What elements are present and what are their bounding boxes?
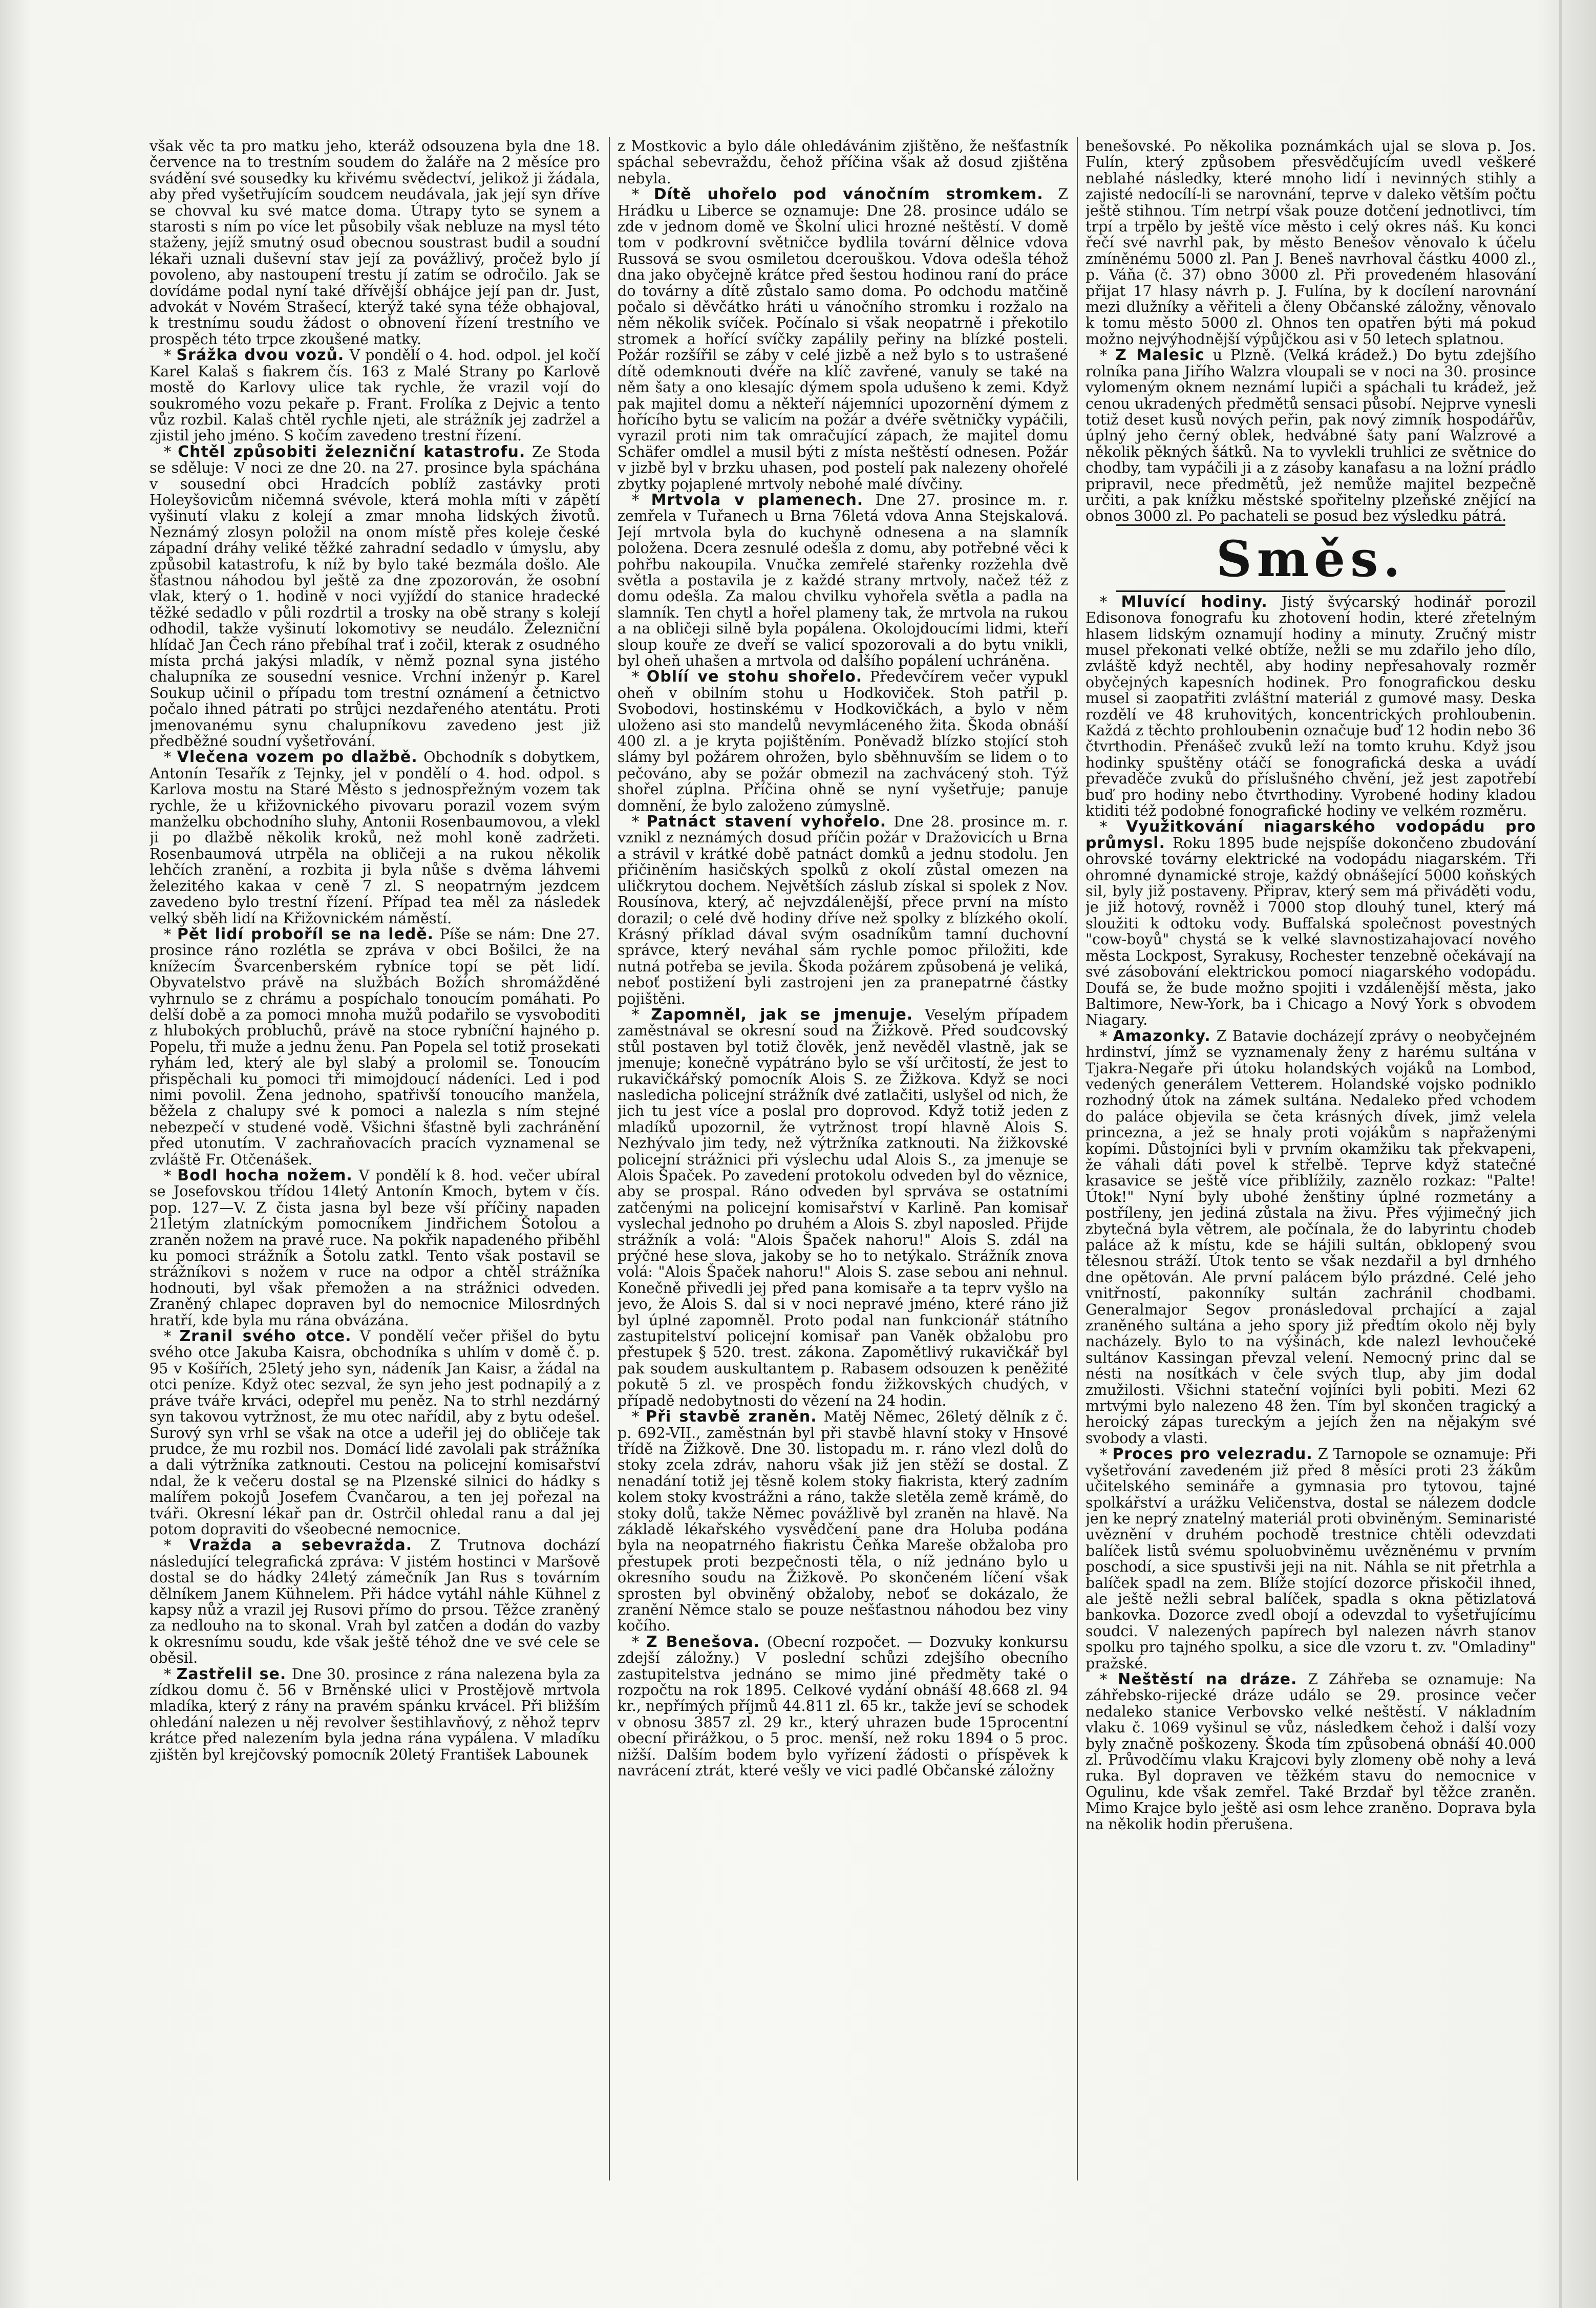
article-text: však věc ta pro matku jeho, kteráž odsouzena byla dne 18. července na to trestním soudem do žaláře na 2 měsíce pro svádění své sousedky ku křivému svědectví, jelikož ji žádala, aby před vyšetřujícím soudcem neudávala, jak její syn dříve se chovval ku své matce doma. Útrapy tyto se synem a starosti s ním po více let působily však nebluze na mysl této staženy, jejíž smutný osud obecnou soustrast budil a soudní lékaři uznali duševní stav její za povážlivý, pročež bylo jí povoleno, aby nastoupení trestu jí zatím se odročilo. Jak se dovídáme podal nyní také dřívější obhájce její pan dr. Just, advokát v Novém Strašecí, kterýž také syna téže obhajoval, k trestnímu soudu žádost o obnovení řízení trestního ve prospěch této trpce zkoušené matky. xyxy=(150,138,600,348)
article-text: Ze Stoda se sděluje: V noci ze dne 20. na 27. prosince byla spáchána v sousední obci Hradcích poblíž zastávky proti Holeyšovicům ničemná svévole, která mohla míti v zápětí vyšinutí vlaku z kolejí a zmar mnoha lidských životů. Neznámý zlosyn položil na onom místě přes koleje české západní dráhy veliké těžké zahradní sedadlo v úmyslu, aby způsobil katastrofu, k níž by bylo také bezmála došlo. Ale šťastnou náhodou byl ještě za dne zpozorován, že osobní vlak, který o 1. hodině v noci vyjíždí do stanice hradecké těžké sedadlo v půli rozdrtil a trosky na obě strany s kolejí odhodil, takže vyšinutí lokomotivy se neudálo. Železniční hlídač Jan Čech ráno přebíhal trať i zočil, kterak z osudného místa prchá jakýsi mladík, v němž poznal syna jistého chalupníka ze sousední vesnice. Vrchní inženýr p. Karel Soukup učinil o případu tom trestní oznámení a četnictvo počalo ihned pátrati po strůjci nezdařeného atentátu. Proti jmenovanému synu chalupníkovu zavedeno jest již předběžné soudní vyšetřování. xyxy=(150,443,600,750)
article-paragraph xyxy=(618,1409,1068,1634)
article-paragraph xyxy=(1086,819,1536,1028)
article-bullet: * xyxy=(1100,593,1121,610)
article-paragraph xyxy=(618,814,1068,1007)
column-rule-2 xyxy=(1077,137,1078,2180)
article-headline: Zapomněl, jak se jmenuje. xyxy=(651,1005,913,1024)
article-text: Obchodník s dobytkem, Antonín Tesařík z Tejnky, jel v pondělí o 4. hod. odpol. s Karlova mostu na Staré Město s jednospřežným vozem tak rychle, že u křižovnického pivovaru porazil vozem svým manželku obchodního sluhy, Antonii Rosenbaumovou, a vlekl ji po dlažbě několik kroků, než mohl koně zadržeti. Rosenbaumová utrpěla na obličeji a na rukou několik lehčích zranění, a rozbita ji byla nůše s dvěma láhvemi železitého kakaa v ceně 7 zl. S neopatrným jezdcem zavedeno bylo trestní řízení. Případ tea měl za následek velký sběh lidí na Křižovnickém náměstí. xyxy=(150,749,600,927)
article-bullet: * xyxy=(1100,1670,1118,1688)
article-paragraph xyxy=(1086,347,1536,524)
article-text: Dne 28. prosince m. r. vznikl z neznámých dosud příčin požár v Dražovicích u Brna a strávil v krátké době patnáct domků a jednu stodolu. Jen přičiněním hasičských spolků z okolí zůstal omezen na uličkrytou dochem. Největších záslub získal si spolek z Nov. Rousínova, který, ač nejvzdálenější, přece první na místo dorazil; o celé dvě hodiny dříve než spolky z blízkého okolí. Krásný příklad dával svým osadníkům tamní duchovní správce, který neváhal sám rychle pomoc přiložiti, kde nutná potřeba se jevila. Škoda požárem způsobená je veliká, neboť postižení byli zastrojeni jen za pranepatrné částky pojištěni. xyxy=(618,813,1068,1007)
article-text: Roku 1895 bude nejspíše dokončeno zbudování ohrovské továrny elektrické na vodopádu niagarském. Tři ohromné dynamické stroje, každý obnášející 5000 koňských sil, byly již postaveny. Připrav, který sem má přiváděti vodu, je již hotový, rovněž i 7000 stop dlouhý tunel, který má sloužiti k odtoku vody. Buffalská společnost povestných "cow-boyů" chystá se k velké slavnostizahajovací nového města Lockpost, Syrakusy, Rochester tenzebně očekávají na své zásobování elektrickou pomocí niagarského vodopádu. Doufá se, že bude možno spojiti i vzdálenější města, jako Baltimore, New-York, ba i Chicago a Nový York s obvodem Niagary. xyxy=(1086,834,1536,1029)
column-rule-1 xyxy=(609,137,610,2180)
article-paragraph xyxy=(150,1328,600,1537)
article-headline: Srážka dvou vozů. xyxy=(176,346,345,365)
article-text: Z Batavie docházejí zprávy o neobyčejném hrdinství, jímž se vyznamenaly ženy z harému sultána v Tjakra-Negaře při útoku holandských vojáků na Lombod, vedených generálem Vetterem. Holandské vojsko podniklo rozhodný útok na zámek sultána. Nedaleko před vchodem do paláce objevila se četa krásných dívek, jimž velela princezna, a jež se hnaly proti vojákům s napřaženými kopími. Důstojníci byli v prvním okamžiku tak překvapeni, že váhali dáti povel k střelbě. Teprve když statečné krasavice se ještě více přiblížily, zaznělo rozkaz: "Palte! Útok!" Nyní byly ubohé ženštiny úplné rozmetány a postříleny, jen jediná zůstala na živu. Přes výjimečný jich zbytečná byla větrem, ale počínala, že do labyrintu chodeb paláce až k místu, kde se hájili sultán, obklopený svou tělesnou stráží. Útok tento se však nezdařil a byl drnhého dne opětován. Ale první palácem býlo prázdné. Celé jeho vnitřností, pakonníky sultán zachránil chodbami. Generalmajor Segov pronásledoval prchající a zajal zraněného sultána a jeho spory již předtím okolo něj byly nacházely. Bylo to na výšinách, kde nalezl levhoučeké sultánov Kassingan převzal velení. Nemocný princ dal se nésti na nosítkách v čele svých tlup, aby jim dodal zmužilosti. Všichni stateční vojíníci byli pobiti. Mezi 62 mrtvými bylo nalezeno 48 žen. Tím byl skončen tragický a heroický zápas tureckým a jejích žen na nějakým své svobody a vlasti. xyxy=(1086,1027,1536,1447)
article-text: Z Tarnopole se oznamuje: Při vyšetřování zavedeném již před 8 měsíci proti 23 žákům učitelského semináře a gymnasia pro tytovou, tajné spolkářství a urážku Veličenstva, dostal se nálezem dodcle jen ke neprý znatelný materiál proti obviněným. Seminaristé uvěznění v druhém pochodě trestnice chtěli odevzdati balíček listů svému spoluobviněmu uvězněnému v prvním poschodí, a sice spustivši jeji na nit. Náhla se nit přetrhla a balíček spadl na zem. Blíže stojící dozorce přiskočil ihned, ale ještě nežli sebral balíček, spadla s okna pětizlatová bankovka. Dozorce zvedl obojí a odevzdal to vyšetřujícímu soudci. V nalezených papírech byl nalezen návrh stanov spolku pro tajného spolku, a sice dle vzoru t. zv. "Omladiny" pražské. xyxy=(1086,1446,1536,1672)
article-text: benešovské. Po několika poznámkách ujal se slova p. Jos. Fulín, který způsobem přesvědčujícím uvedl veškeré neblahé následky, které mnoho lidí i nevinných stihly a zajisté nedocílí-li se narovnání, teprve v daleko větším počtu ještě stihnou. Tím netrpí však pouze dotčení jednotlivci, tím trpí a trpělo by ještě více město i celý okres náš. Ku konci řečí své navrhl pak, by město Benešov věnovalo k účelu zmíněnému 5000 zl. Pan J. Beneš navrhoval částku 4000 zl., p. Váňa (č. 37) obno 3000 zl. Při provedeném hlasování přijat 17 hlasy návrh p. J. Fulína, by k docílení narovnání mezi dlužníky a věřiteli a členy Občanské záložny, věnovalo k tomu město 5000 zl. Ohnos ten opatřen býti má pokud možno nejvýhodnější výpůjčkou asi v 50 letech splatnou. xyxy=(1086,138,1536,348)
article-text: z Mostkovic a bylo dále ohledávánim zjištěno, že nešťastník spáchal sebevraždu, čehož příčina však až dosud zjištěna nebyla. xyxy=(618,138,1068,187)
article-bullet: * xyxy=(164,925,177,943)
article-paragraph xyxy=(150,1537,600,1666)
article-headline: Zastřelil se. xyxy=(176,1665,287,1683)
article-headline: Při stavbě zraněn. xyxy=(646,1408,817,1426)
article-text: Dne 27. prosince m. r. zemřela v Tuřanech u Brna 76letá vdova Anna Stejskalová. Její mrtvola byla do kuchyně odnesena a na slamník položena. Dcera zesnulé odešla z domu, aby potřebné věci k pohřbu nakoupila. Vnučka zemřelé stařenky rozžehla dvě světla a postavila je z každé strany mrtvoly, načež též z domu odešla. Za malou chvilku vyhořela světla a padla na slamník. Ten chytl a hořel plameny tak, že mrtvola na rukou a na obličeji silně byla popálena. Okolojdoucími lidmi, kteří sloup kouře ze dveří se valicí spozorovali a do bytu vnikli, byl oheň uhašen a mrtvola od dalšího popálení uchráněna. xyxy=(618,491,1068,669)
article-headline: Mluvící hodiny. xyxy=(1121,592,1268,611)
article-paragraph xyxy=(150,1666,600,1763)
article-bullet: * xyxy=(164,1167,178,1184)
article-headline: Patnáct stavení vyhořelo. xyxy=(646,813,887,831)
article-bullet: * xyxy=(632,813,647,831)
article-bullet: * xyxy=(1100,818,1126,836)
article-paragraph xyxy=(1086,594,1536,819)
section-rule xyxy=(1116,590,1505,592)
section-title: Směs. xyxy=(1216,530,1406,588)
page-fold xyxy=(1559,0,1562,2308)
article-text: Dne 30. prosince z rána nalezena byla za zídkou domu č. 56 v Brněnské ulici v Prostějově mrtvola mladíka, který z rány na pravém spánku krvácel. Při bližším ohledání nalezen u něj revolver šestihlavňový, z něhož teprv krátce před nalezením byla jedna rána vypálena. V mladíku zjištěn byl krejčovský pomocník 20letý František Labounek xyxy=(150,1665,600,1763)
article-bullet: * xyxy=(632,668,647,686)
article-headline: Zranil svého otce. xyxy=(179,1327,352,1346)
article-headline: Neštěstí na dráze. xyxy=(1118,1670,1297,1688)
article-headline: Vlečena vozem po dlažbě. xyxy=(177,748,418,767)
article-paragraph xyxy=(150,926,600,1168)
article-bullet: * xyxy=(632,1633,646,1650)
article-paragraph xyxy=(1086,138,1536,347)
article-text: u Plzně. (Velká krádež.) Do bytu zdejšího rolníka pana Jiřího Walzra vloupali se v noci na 30. prosince vylomeným oknem neznámí lupiči a spáchali tu krádež, jež cenou ukradených předmětů sensaci působí. Nejprve vynesli totiž deset kusů nových peřin, pak nový zimník hospodářův, úplný jeho černý oblek, hedvábné šaty paní Walzrové a několik pěkných šátků. Na to vyvlekli truhlici ze světnice do chodby, tam vypáčili ji a z zásoby kanafasu a na ložní prádlo pripravil, nece předmětů, jež nemůže majitel bezpečně určiti, a pak knížku městské spořitelny plzeňské znějící na obnos 3000 zl. Po pachateli se posud bez výsledku pátrá. xyxy=(1086,347,1536,525)
article-bullet: * xyxy=(632,491,651,509)
column-2 xyxy=(618,138,1068,2187)
article-text: Píše se nám: Dne 27. prosince ráno rozlétla se zpráva v obci Bošilci, že na knížecím Švarcenberském rybníce topí se pět lidí. Obyvatelstvo právě na službách Božích shromážděné vyhrnulo se z chrámu a pospíchalo tonoucím pomáhati. Po delší době a za pomoci mnoha mužů podařilo se vysvoboditi z hlubokých probluchů, právě na stoce rybníční hajného p. Popelu, tři muže a jednu ženu. Pan Popela sel totiž prosekati ryhám led, který ale byl slabý a prolomil se. Tonoucím přispěchali ku pomoci tři mimojdoucí nádeníci. Led i pod nimi povolil. Žena jednoho, spatřivší tonoucího manžela, běžela z chalupy své k pomoci a nalezla s ním stejné nebezpečí v studené vodě. Všichni šťastně byli zachránění před utonutím. V zachraňovacích pracích vyznamenal se zvláště Fr. Otčenášek. xyxy=(150,925,600,1168)
article-bullet: * xyxy=(164,347,177,364)
article-paragraph xyxy=(150,1168,600,1328)
article-paragraph xyxy=(150,444,600,750)
article-text: Z Hrádku u Liberce se oznamuje: Dne 28. prosince událo se zde v jednom domě ve Školní ulici hrozné neštěstí. V domě tom v podkrovní světničce bydlila tovární dělnice vdova Russová se svou osmiletou dcerouškou. Vdova odešla téhož dna jako obyčejně krátce před šestou hodinou raní do práce do továrny a dítě zůstalo samo doma. Po odchodu matčině počalo si děvčátko hráti u vánočního stromku i rozžalo na něm několik svíček. Počínalo si však neopatrně i překotilo stromek a hořící svíčky zapálily peřiny na blízké posteli. Požár rozšířil se záby v celé jizbě a než bylo s to ustrašené dítě odemknouti dvéře na klíč zavřené, vanuly se také na něm šaty a ono klesajíc dýmem spola udušeno k zemi. Když pak majitel domu a někteří nájemníci upozornění dýmem z hořícího bytu se valicím na požár a dvéře světničky vypáčili, vyrazil proti nim tak omračující zápach, že majitel domu Schäfer omdlel a musil býti z místa neštěstí odnesen. Požár v jizbě byl v brzku uhasen, pod postelí pak nalezeny ohořelé zbytky pojaplené mrtvoly nebohé malé dívčiny. xyxy=(618,186,1068,493)
article-bullet: * xyxy=(164,1537,189,1554)
article-paragraph xyxy=(150,138,600,347)
article-bullet: * xyxy=(1100,1027,1113,1045)
article-headline: Proces pro velezradu. xyxy=(1112,1445,1313,1464)
article-bullet: * xyxy=(632,1006,651,1023)
article-paragraph xyxy=(618,669,1068,814)
article-headline: Pět lidí proboříl se na ledě. xyxy=(177,925,434,943)
article-headline: Oblíí ve stohu shořelo. xyxy=(646,668,863,686)
article-headline: Bodl hocha nožem. xyxy=(177,1167,353,1184)
article-bullet: * xyxy=(164,443,178,460)
article-paragraph xyxy=(618,1634,1068,1779)
article-headline: Amazonky. xyxy=(1113,1027,1211,1045)
article-headline: Mrtvola v plamenech. xyxy=(651,491,864,509)
article-text: Jistý švýcarský hodinář porozil Edisonova fonografu ku zhotovení hodin, které zřetelným hlasem lidským oznamují hodiny a minuty. Zručný mistr musel překonati velké obtíže, nežli se mu zdařilo jeho dílo, zvláště když nechtěl, aby hodiny nepřesahovaly rozměr obyčejných kapesních hodinek. Pro fonografickou desku musel si zaopatřiti zvláštní materiál z gumové masy. Deska rozdělí ve 48 kruhovitých, koncentrických prohloubenin. Každá z těchto prohloubenin označuje buď 12 hodin nebo 36 čtvrthodin. Přenášeč zvuků leží na tomto kruhu. Když jsou hodinky spuštěny otáčí se fonografická deska a uvádí převaděče zvuků do příslušného chvění, jež jest zapotřebí buď pro hodiny nebo čtvrthodiny. Vyrobené hodiny kladou ktiditi též podobné fonografické hodiny ve velkém rozměru. xyxy=(1086,593,1536,820)
article-text: Z Záhřeba se oznamuje: Na záhřebsko-rijecké dráze událo se 29. prosince večer nedaleko stanice Verbovsko velké neštěstí. V nákladním vlaku č. 1069 vyšinul se vůz, následkem čehož i další vozy byly značně poškozeny. Škoda tím způsobená obnáší 40.000 zl. Průvodčímu vlaku Krajcovi byly zlomeny obě nohy a levá ruka. Byl dopraven ve těžkém stavu do nemocnice v Ogulinu, kde však zemřel. Také Brzdař byl těžce zraněn. Mimo Krajce bylo ještě asi osm lehce zraněno. Doprava byla na několik hodin přerušena. xyxy=(1086,1670,1536,1833)
column-3 xyxy=(1086,138,1536,2187)
article-text: (Obecní rozpočet. — Dozvuky konkursu zdejší záložny.) V poslední schůzi zdejšího obecního zastupitelstva jednáno se mimo jiné předměty také o rozpočtu na rok 1895. Celkové vydání obnáší 48.668 zl. 94 kr., nepřímých příjmů 44.811 zl. 65 kr., takže jeví se schodek v obnosu 3857 zl. 29 kr., který uhrazen bude 15procentní obecní přirážkou, o 5 proc. menší, než roku 1894 o 5 proc. nižší. Dalším bodem bylo vyřízení žádosti o příspěvek k navrácení ztrát, které vešly ve vici padlé Občanské záložny xyxy=(618,1633,1068,1780)
article-headline: Dítě uhořelo pod vánočním stromkem. xyxy=(653,185,1044,204)
article-text: V pondělí k 8. hod. večer ubíral se Josefovskou třídou 14letý Antonín Kmoch, bytem v čís. pop. 127—V. Z čista jasna byl beze vší příčiny napaden 21letým zlatníckým pomocníkem Jindřichem Šotolou a zraněn nožem na pravé ruce. Na pokřik napadeného přiběhl ku pomoci strážník a Šotolu zatkl. Tento však postavil se strážníkovi s nožem v ruce na odpor a chtěl strážníka hodnouti, byl však přemožen a na strážnici odveden. Zraněný chlapec dopraven byl do nemocnice Milosrdných hratří, kde byla mu rána obvázána. xyxy=(150,1167,600,1329)
article-bullet: * xyxy=(164,1665,177,1683)
article-bullet: * xyxy=(1100,347,1116,364)
article-headline: Využitkování niagarského vodopádu pro průmysl. xyxy=(1086,818,1536,852)
article-bullet: * xyxy=(1100,1446,1113,1463)
article-text: Z Trutnova dochází následující telegrafická zpráva: V jistém hostinci v Maršově dostal se do hádky 24letý zámečník Jan Rus s továrním dělníkem Janem Kühnelem. Při hádce vytáhl náhle Kühnel z kapsy nůž a vrazil jej Rusovi přímo do prsou. Těžce zraněný za nedlouho na to skonal. Vrah byl zatčen a dodán do vazby k okresnímu soudu, kde však ještě téhož dne ve své cele se oběsil. xyxy=(150,1537,600,1667)
article-headline: Vražda a sebevražda. xyxy=(189,1536,413,1555)
article-text: V pondělí o 4. hod. odpol. jel kočí Karel Kalaš s fiakrem čís. 163 z Malé Strany po Karlově mostě do Karlovy ulice tak rychle, že vrazil vojí do soukromého vozu pekaře p. Frant. Frolíka z Dejvic a tento vůz rozbil. Kalaš chtěl rychle njeti, ale strážník jej zadržel a zjistil jeho jméno. S kočím zavedeno trestní řízení. xyxy=(150,347,600,444)
article-text: Matěj Němec, 26letý dělník z č. p. 692-VII., zaměstnán byl při stavbě hlavní stoky v Hnsové třídě na Žižkově. Dne 30. listopadu m. r. ráno vlezl dolů do stoky zcela zdráv, nahoru však již jen stěží se dostal. Z nenadání totiž jej těsně kolem stoky fiakrista, který zadním kolem stoky kvostrážni a ráno, takže sletěla země krámě, do stoky dolů, takže Němec povážlivě byl zraněn na hlavě. Na základě lékařského vysvědčení pane dra Holuba podána byla na neopatrného fiakristu Čeňka Mareše obžaloba pro přestupek proti bezpečnosti těla, o níž jednáno bylo u okresního soudu na Žižkově. Po skončeném líčení však sprosten byl obviněný obžaloby, neboť se dokázalo, že zranění Němce stalo se pouze nešťastnou náhodou bez viny kočího. xyxy=(618,1408,1068,1635)
article-paragraph xyxy=(618,138,1068,186)
article-bullet: * xyxy=(164,749,177,766)
article-bullet: * xyxy=(632,1408,646,1426)
article-bullet: * xyxy=(632,186,654,203)
column-1 xyxy=(150,138,600,2187)
article-paragraph xyxy=(618,492,1068,669)
article-paragraph xyxy=(1086,1028,1536,1447)
article-paragraph xyxy=(150,749,600,926)
article-paragraph xyxy=(1086,1446,1536,1671)
article-headline: Z Malesic xyxy=(1115,346,1205,365)
article-paragraph xyxy=(150,347,600,443)
article-text: Předevčírem večer vypukl oheň v obilním stohu u Hodkoviček. Stoh patřil p. Svobodovi, hostinskému v Hodkovičkách, a bylo v něm uloženo asi sto mandelů nevymláceného žita. Škoda obnáší 400 zl. a je kryta pojištěním. Poněvadž blízko stojící stoh slámy byl požárem ohrožen, bylo sběhnuvším se lidem o to pečováno, aby se požár obmezil na zachvácený stoh. Týž shořel zúplna. Příčina ohně se nyní vyšetřuje; panuje domnění, že bylo založeno zúmyslně. xyxy=(618,668,1068,814)
article-text: Veselým případem zaměstnával se okresní soud na Žižkově. Před soudcovský stůl postaven byl totiž člověk, jenž nevěděl vlastně, jak se jmenuje; konečně vypátráno bylo se vší určitostí, že jest to rukavičkářský pomocník Alois S. ze Žižkova. Když se noci nasledicha policejní strážník dvé zatlačiti, uslyšel od nich, že jich tu jest více a poslal pro doprovod. Když totiž jeden z mladíků upozornil, že vytržnost tropí hlavně Alois S. Nezhývalo jim tedy, než výtržníka zatknouti. Na žižkovské policejní strážnici při výslechu udal Alois S., za jmenuje se Alois Špaček. Po zavedení protokolu odveden byl do věznice, aby se prospal. Ráno odveden byl sprváva se ostatními zatčenými na policejní komisařství v Karlině. Pan komisař vyslechal jednoho po druhém a Alois S. zbyl naposled. Přijde strážník a volá: "Alois Špaček nahoru!" Alois S. zdál na prýčné hese slova, jakoby se ho to netýkalo. Strážník znova volá: "Alois Špaček nahoru!" Alois S. zase sebou ani nehnul. Konečně přivedli jej před pana komisaře a ta teprv vyšlo na jevo, že Alois S. dal si v noci nepravé jméno, které ráno již byl úplné zapomněl. Proto podal nan funkcionář státního zastupitelství policejní komisař pan Vaněk obžalobu pro přestupek § 520. trest. zákona. Zapomětlivý rukavičkář byl pak soudem auskultantem p. Rabasem odsouzen k peněžité pokutě 5 zl. ve prospěch fondu žižkovských chudých, v případě nedobytnosti do vězení na 24 hodin. xyxy=(618,1006,1068,1409)
article-headline: Chtěl způsobiti železniční katastrofu. xyxy=(178,442,526,461)
article-paragraph xyxy=(618,1007,1068,1409)
article-headline: Z Benešova. xyxy=(646,1633,760,1651)
article-text: V pondělí večer přišel do bytu svého otce Jakuba Kaisra, obchodníka s uhlím v domě č. p. 95 v Košířích, 25letý jeho syn, nádeník Jan Kaisr, a žádal na otci peníze. Když otec sezval, že syn jeho jest podnapilý a z práve tváře krváci, odepřel mu peněz. Na to strhl nezdárný syn takovou vytržnost, že mu otec nařídil, aby z bytu odešel. Surový syn vrhl se však na otce a udeřil jej do obličeje tak prudce, že mu rozbil nos. Domácí lidé zavolali pak strážníka a dali výtržníka zatknouti. Cestou na policejní komisařství ndal, že k večeru dostal se na Plzenské silnici do hádky s malířem pokojů Josefem Čvančarou, a ten jej pořezal na tváři. Okresní lékař pan dr. Ostrčil ohledal ranu a dal jej potom dopraviti do všeobecné nemocnice. xyxy=(150,1328,600,1538)
article-paragraph xyxy=(1086,1671,1536,1832)
article-bullet: * xyxy=(164,1328,180,1345)
article-paragraph xyxy=(618,186,1068,492)
